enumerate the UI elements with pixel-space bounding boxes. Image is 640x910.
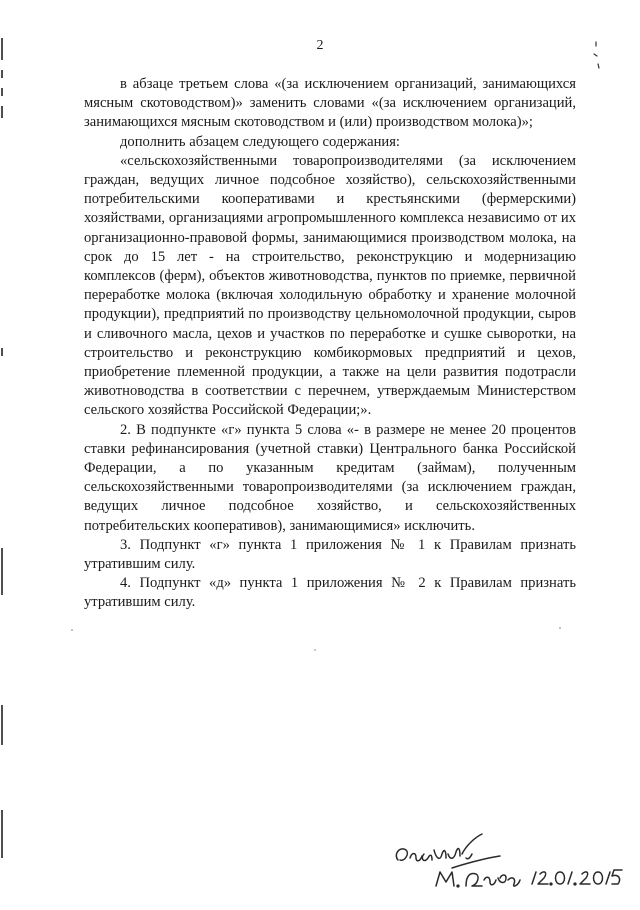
paragraph-item-4: 4. Подпункт «д» пункта 1 приложения № 2 к Правилам признать утратившим силу.	[84, 575, 576, 611]
paragraph-new-abzac-content: «сельскохозяйственными товаропроизводителями (за исключением граждан, ведущих личное подсобное хозяйство), сельскохозяйственными потребительскими кооперативами и крестьянскими (фермерскими) хозяйствами, организациями агропромышленного комплекса независимо от их организационно-правовой формы, занимающимися производством молока, на срок до 15 лет - на строительство, реконструкцию и модернизацию комплексов (ферм), объектов животноводства, пунктов по приемке, первичной переработке молока (включая холодильную обработку и хранение молочной продукции), предприятий по производству цельномолочной продукции, сыров и сливочного масла, цехов и участков по переработке и сушке сыворотки, на строительство и реконструкцию комбикормовых предприятий и цехов, приобретение племенной продукции, а также на цели развития подотрасли животноводства в соответствии с перечнем, утверждаемым Министерством сельского хозяйства Российской Федерации;».	[84, 152, 576, 419]
paragraph-item-3: 3. Подпункт «г» пункта 1 приложения № 1 к Правилам признать утратившим силу.	[84, 536, 576, 573]
document-body	[84, 75, 576, 613]
paragraph-add-abzac: дополнить абзацем следующего содержания:	[120, 133, 400, 150]
scan-artifact-dots	[60, 620, 580, 660]
handwritten-signature	[390, 828, 630, 898]
scan-margin-marks	[0, 0, 12, 905]
page-number: 2	[316, 38, 324, 53]
paragraph-item-2: 2. В подпункте «г» пункта 5 слова «- в размере не менее 20 процентов ставки рефинансирования (учетной ставки) Центрального банка Российской Федерации, а по указанным кредитам (займам), полученным сельскохозяйственными товаропроизводителями (за исключением граждан, ведущих личное подсобное хозяйство, и сельскохозяйственных потребительских кооперативов), занимающимися» исключить.	[84, 421, 576, 534]
paragraph-amendment-abzac-3: в абзаце третьем слова «(за исключением организаций, занимающихся мясным скотоводством)» заменить словами «(за исключением организаций, занимающихся мясным скотоводством и (или) производством молока)»;	[84, 76, 576, 131]
